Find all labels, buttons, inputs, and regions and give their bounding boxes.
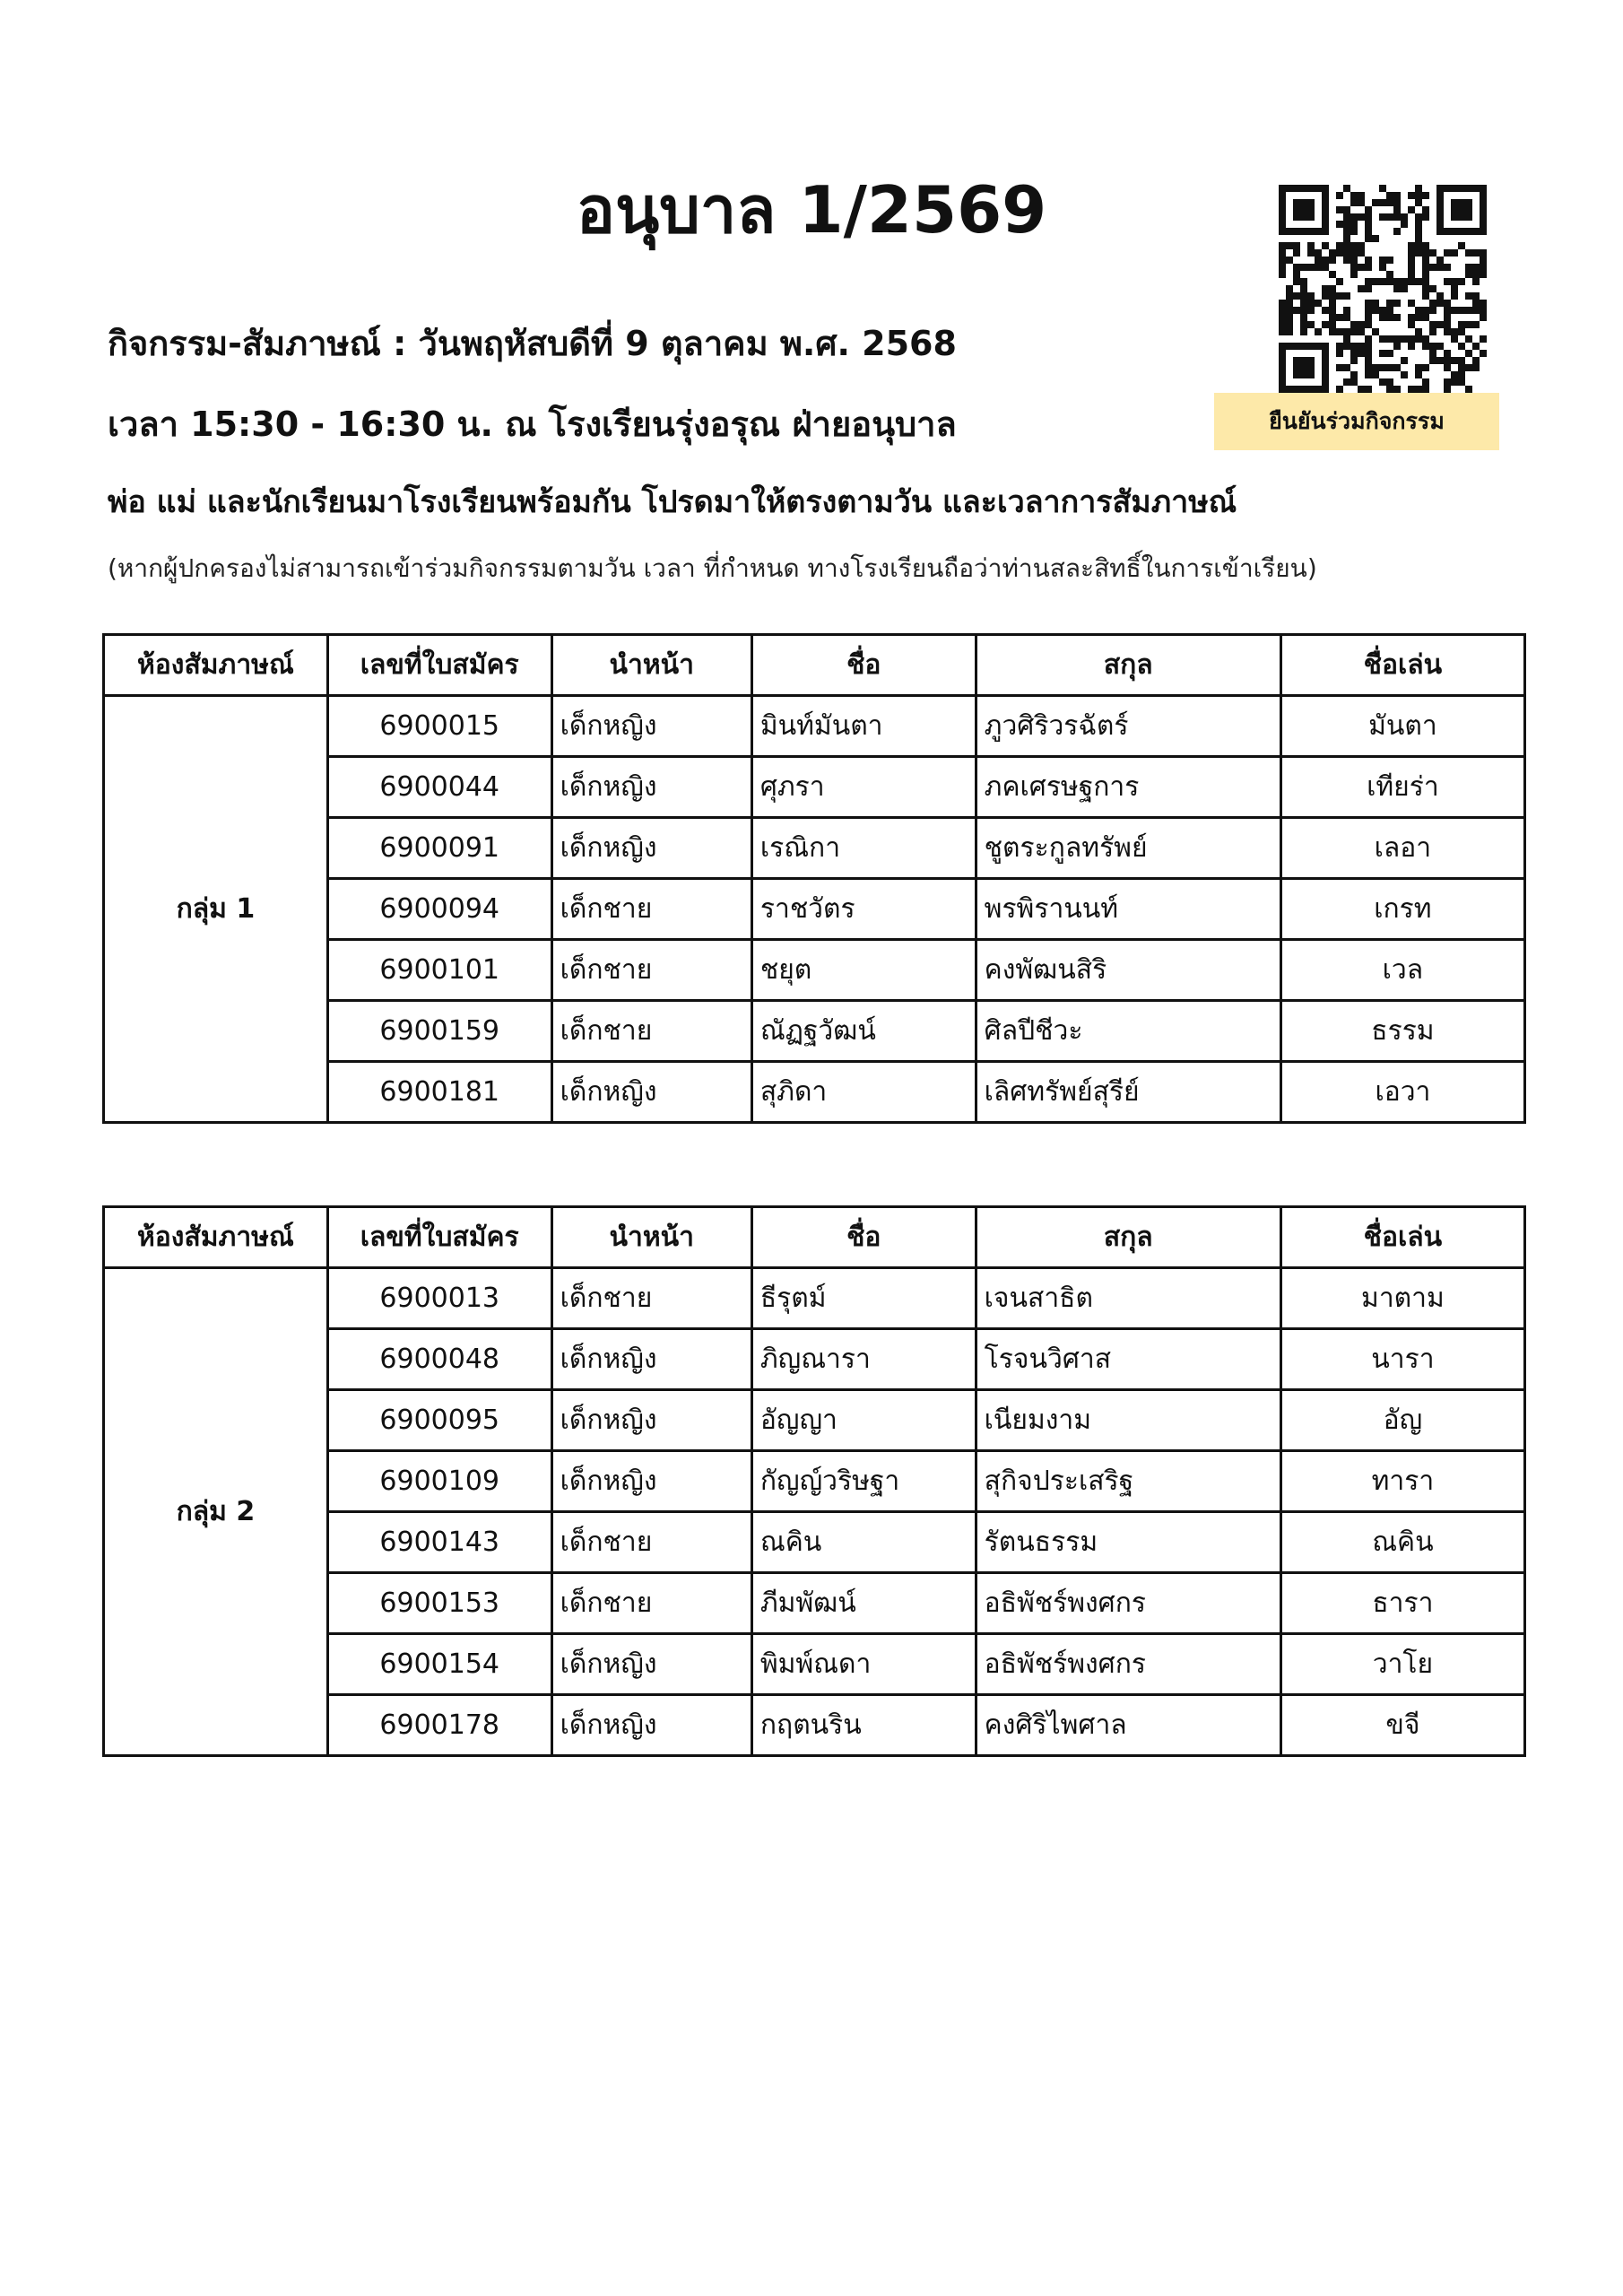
application-no-cell: 6900013 [327, 1268, 551, 1329]
nickname-cell: ธรรม [1280, 1001, 1524, 1062]
header-room: ห้องสัมภาษณ์ [104, 635, 328, 696]
header-application-no: เลขที่ใบสมัคร [327, 1207, 551, 1268]
instruction-text: พ่อ แม่ และนักเรียนมาโรงเรียนพร้อมกัน โปรดมาให้ตรงตามวัน และเวลาการสัมภาษณ์ [108, 484, 1237, 520]
prefix-cell: เด็กชาย [551, 1573, 751, 1634]
page-title: อนุบาล 1/2569 [576, 172, 1047, 248]
first-name-cell: กัญญ์วริษฐา [751, 1451, 976, 1512]
nickname-cell: เกรท [1280, 879, 1524, 940]
qr-code-icon[interactable] [1279, 185, 1487, 393]
first-name-cell: ศุภรา [751, 757, 976, 818]
header-prefix: นำหน้า [551, 1207, 751, 1268]
interview-table-group-1 [102, 633, 1526, 1124]
header-nickname: ชื่อเล่น [1280, 1207, 1524, 1268]
header-room: ห้องสัมภาษณ์ [104, 1207, 328, 1268]
first-name-cell: ราชวัตร [751, 879, 976, 940]
activity-time-location: เวลา 15:30 - 16:30 น. ณ โรงเรียนรุ่งอรุณ ฝ่ายอนุบาล [108, 404, 957, 444]
header-application-no: เลขที่ใบสมัคร [327, 635, 551, 696]
table-row [104, 696, 1525, 757]
header-last-name: สกุล [976, 1207, 1280, 1268]
prefix-cell: เด็กหญิง [551, 818, 751, 879]
first-name-cell: ชยุต [751, 940, 976, 1001]
table-row [104, 1268, 1525, 1329]
last-name-cell: เลิศทรัพย์สุรีย์ [976, 1062, 1280, 1123]
application-no-cell: 6900044 [327, 757, 551, 818]
prefix-cell: เด็กชาย [551, 1001, 751, 1062]
nickname-cell: มันตา [1280, 696, 1524, 757]
nickname-cell: ขจี [1280, 1695, 1524, 1756]
application-no-cell: 6900091 [327, 818, 551, 879]
application-no-cell: 6900094 [327, 879, 551, 940]
application-no-cell: 6900143 [327, 1512, 551, 1573]
last-name-cell: สุกิจประเสริฐ [976, 1451, 1280, 1512]
last-name-cell: พรพิรานนท์ [976, 879, 1280, 940]
application-no-cell: 6900015 [327, 696, 551, 757]
nickname-cell: มาตาม [1280, 1268, 1524, 1329]
first-name-cell: มินท์มันตา [751, 696, 976, 757]
first-name-cell: ธีรุตม์ [751, 1268, 976, 1329]
last-name-cell: อธิพัชร์พงศกร [976, 1634, 1280, 1695]
header-last-name: สกุล [976, 635, 1280, 696]
first-name-cell: เรณิกา [751, 818, 976, 879]
nickname-cell: ธารา [1280, 1573, 1524, 1634]
interview-table-group-2 [102, 1205, 1526, 1757]
prefix-cell: เด็กหญิง [551, 696, 751, 757]
application-no-cell: 6900095 [327, 1390, 551, 1451]
first-name-cell: อัญญา [751, 1390, 976, 1451]
prefix-cell: เด็กหญิง [551, 1390, 751, 1451]
first-name-cell: ณคิน [751, 1512, 976, 1573]
nickname-cell: ณคิน [1280, 1512, 1524, 1573]
prefix-cell: เด็กหญิง [551, 1062, 751, 1123]
header-first-name: ชื่อ [751, 635, 976, 696]
application-no-cell: 6900181 [327, 1062, 551, 1123]
confirm-attendance-button[interactable]: ยืนยันร่วมกิจกรรม [1214, 393, 1499, 450]
application-no-cell: 6900048 [327, 1329, 551, 1390]
application-no-cell: 6900109 [327, 1451, 551, 1512]
last-name-cell: ศิลปีชีวะ [976, 1001, 1280, 1062]
first-name-cell: ณัฏฐวัฒน์ [751, 1001, 976, 1062]
last-name-cell: ภคเศรษฐการ [976, 757, 1280, 818]
disclaimer-note: (หากผู้ปกครองไม่สามารถเข้าร่วมกิจกรรมตามวัน เวลา ที่กำหนด ทางโรงเรียนถือว่าท่านสละสิทธิ์ในการเข้าเรียน) [108, 553, 1317, 583]
nickname-cell: เอวา [1280, 1062, 1524, 1123]
first-name-cell: สุภิดา [751, 1062, 976, 1123]
activity-date: กิจกรรม-สัมภาษณ์ : วันพฤหัสบดีที่ 9 ตุลาคม พ.ศ. 2568 [108, 324, 957, 363]
header-first-name: ชื่อ [751, 1207, 976, 1268]
application-no-cell: 6900101 [327, 940, 551, 1001]
prefix-cell: เด็กชาย [551, 1512, 751, 1573]
prefix-cell: เด็กหญิง [551, 1329, 751, 1390]
nickname-cell: วาโย [1280, 1634, 1524, 1695]
application-no-cell: 6900154 [327, 1634, 551, 1695]
last-name-cell: รัตนธรรม [976, 1512, 1280, 1573]
first-name-cell: ภีมพัฒน์ [751, 1573, 976, 1634]
prefix-cell: เด็กหญิง [551, 1451, 751, 1512]
last-name-cell: เนียมงาม [976, 1390, 1280, 1451]
last-name-cell: โรจนวิศาส [976, 1329, 1280, 1390]
nickname-cell: นารา [1280, 1329, 1524, 1390]
nickname-cell: อัญ [1280, 1390, 1524, 1451]
prefix-cell: เด็กหญิง [551, 1634, 751, 1695]
header-prefix: นำหน้า [551, 635, 751, 696]
group-label: กลุ่ม 1 [104, 696, 328, 1123]
last-name-cell: คงพัฒนสิริ [976, 940, 1280, 1001]
last-name-cell: ภูวศิริวรฉัตร์ [976, 696, 1280, 757]
last-name-cell: อธิพัชร์พงศกร [976, 1573, 1280, 1634]
last-name-cell: ชูตระกูลทรัพย์ [976, 818, 1280, 879]
nickname-cell: เทียร่า [1280, 757, 1524, 818]
application-no-cell: 6900178 [327, 1695, 551, 1756]
prefix-cell: เด็กหญิง [551, 757, 751, 818]
nickname-cell: เลอา [1280, 818, 1524, 879]
first-name-cell: พิมพ์ณดา [751, 1634, 976, 1695]
nickname-cell: เวล [1280, 940, 1524, 1001]
last-name-cell: คงศิริไพศาล [976, 1695, 1280, 1756]
prefix-cell: เด็กชาย [551, 1268, 751, 1329]
prefix-cell: เด็กชาย [551, 940, 751, 1001]
first-name-cell: ภิญณารา [751, 1329, 976, 1390]
last-name-cell: เจนสาธิต [976, 1268, 1280, 1329]
header-nickname: ชื่อเล่น [1280, 635, 1524, 696]
nickname-cell: ทารา [1280, 1451, 1524, 1512]
prefix-cell: เด็กหญิง [551, 1695, 751, 1756]
group-label: กลุ่ม 2 [104, 1268, 328, 1756]
application-no-cell: 6900153 [327, 1573, 551, 1634]
application-no-cell: 6900159 [327, 1001, 551, 1062]
first-name-cell: กฤตนริน [751, 1695, 976, 1756]
prefix-cell: เด็กชาย [551, 879, 751, 940]
